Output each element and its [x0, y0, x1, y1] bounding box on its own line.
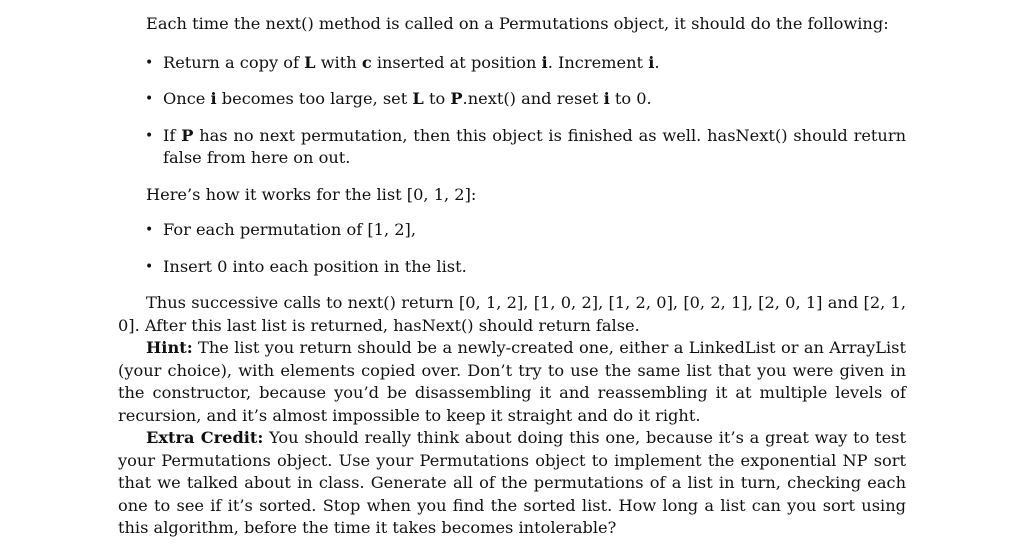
example-item-1 — [118, 219, 906, 242]
variable-i: i — [210, 89, 217, 108]
hint-label: Hint: — [146, 338, 193, 357]
step-1-text-b: with — [315, 52, 362, 72]
step-1-text-c: inserted at position — [371, 52, 542, 72]
hint-text: The list you return should be a newly-created one, either a LinkedList or an ArrayList (your choice), with elements copied over. Don’t try to use the same list that you were given in the constructor, because you’d be disassembling it and reassembling it at multiple levels of recursion, and it’s almost impossible to keep it straight and do it right. — [118, 338, 906, 425]
extra-credit-text: You should really think about doing this one, because it’s a great way to test your Permutations object. Use your Permutations object to implement the exponential NP sort that we talked about in class. Generate all of the permutations of a list in turn, checking each one to see if it’s sorted. Stop when you find the sorted list. How long a list can you sort using this algorithm, before the time it takes becomes intolerable? — [118, 428, 906, 537]
bullet-icon: • — [145, 258, 154, 275]
step-item-1 — [118, 52, 906, 75]
step-2-text-e: to 0. — [609, 89, 652, 108]
example-item-1-text: For each permutation of [1, 2], — [163, 220, 417, 239]
example-item-2 — [118, 256, 906, 279]
document-page — [118, 13, 906, 540]
intro-paragraph: Each time the next() method is called on a Permutations object, it should do the following: — [146, 14, 889, 33]
step-3-text-a: If — [163, 125, 182, 145]
variable-P: P — [450, 89, 463, 108]
bullet-icon: • — [145, 222, 154, 238]
step-3-text-b: has no next permutation, then this object is finished as well. hasNext() should return false from here on out. — [163, 125, 907, 167]
step-item-3 — [118, 125, 906, 170]
step-2-text-d: .next() and reset — [462, 89, 604, 108]
variable-P: P — [181, 125, 194, 145]
variable-L: L — [412, 89, 424, 108]
example-heading: Here’s how it works for the list [0, 1, 2]: — [146, 184, 477, 204]
variable-c: c — [361, 52, 372, 72]
extra-credit-paragraph — [118, 427, 906, 540]
variable-i: i — [541, 52, 548, 72]
bullet-icon: • — [145, 54, 154, 71]
step-1-text-d: . Increment — [547, 52, 649, 72]
step-2-text-c: to — [423, 89, 451, 108]
next-method-steps — [118, 52, 906, 170]
hint-paragraph — [118, 337, 906, 427]
bullet-icon: • — [145, 91, 154, 107]
step-1-text-a: Return a copy of — [163, 52, 305, 72]
example-steps — [118, 219, 906, 278]
variable-i: i — [603, 89, 610, 108]
variable-i: i — [648, 52, 655, 72]
step-item-2 — [118, 88, 906, 111]
example-item-2-text: Insert 0 into each position in the list. — [163, 256, 467, 276]
variable-L: L — [304, 52, 316, 72]
step-2-text-a: Once — [163, 89, 211, 108]
extra-credit-label: Extra Credit: — [146, 428, 264, 447]
step-2-text-b: becomes too large, set — [216, 89, 413, 108]
bullet-icon: • — [145, 127, 154, 144]
step-1-text-e: . — [654, 52, 660, 72]
example-result-paragraph: Thus successive calls to next() return [0, 1, 2], [1, 0, 2], [1, 2, 0], [0, 2, 1], [2, 0, 1] and [2, 1, 0]. After this last list is returned, hasNext() should return false. — [118, 293, 906, 335]
